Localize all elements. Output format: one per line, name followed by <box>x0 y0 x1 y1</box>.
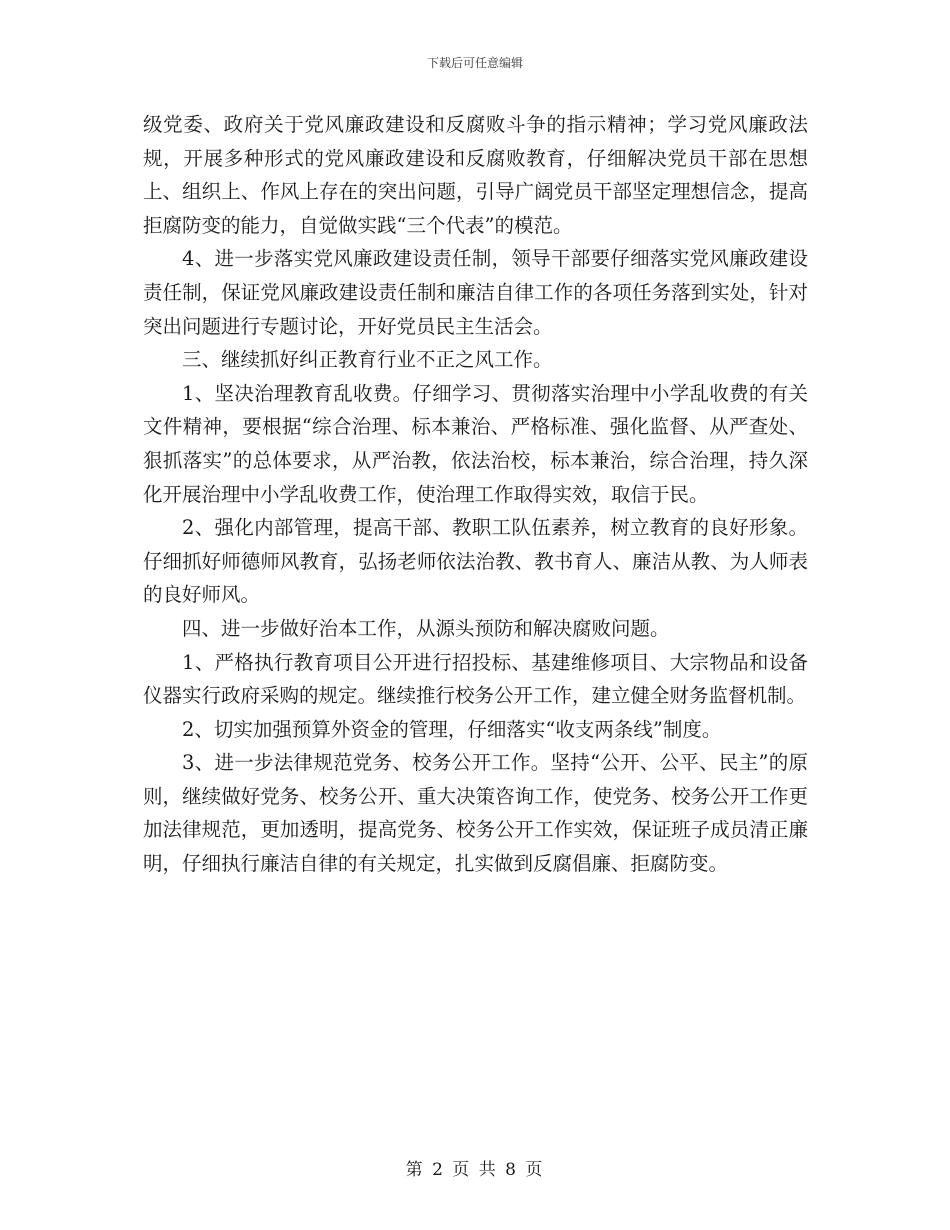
section-heading: 三、继续抓好纠正教育行业不正之风工作。 <box>182 348 553 372</box>
paragraph: 1、坚决治理教育乱收费。仔细学习、贯彻落实治理中小学乱收费的有关文件精神，要根据“综合治理、标本兼治、严格标准、强化监督、从严查处、狠抓落实”的总体要求，从严治教，依法治校，标本兼治，综合治理，持久深化开展治理中小学乱收费工作，使治理工作取得实效，取信于民。 <box>143 381 808 506</box>
document-body <box>143 108 808 881</box>
section-heading: 四、进一步做好治本工作，从源头预防和解决腐败问题。 <box>182 616 670 640</box>
paragraph: 4、进一步落实党风廉政建设责任制，领导干部要仔细落实党风廉政建设责任制，保证党风廉政建设责任制和廉洁自律工作的各项任务落到实处，针对突出问题进行专题讨论，开好党员民主生活会。 <box>143 247 808 338</box>
paragraph: 级党委、政府关于党风廉政建设和反腐败斗争的指示精神；学习党风廉政法规，开展多种形式的党风廉政建设和反腐败教育，仔细解决党员干部在思想上、组织上、作风上存在的突出问题，引导广阔党员干部坚定理想信念，提高拒腐防变的能力，自觉做实践“三个代表”的模范。 <box>143 113 808 237</box>
paragraph: 1、严格执行教育项目公开进行招投标、基建维修项目、大宗物品和设备仪器实行政府采购的规定。继续推行校务公开工作，建立健全财务监督机制。 <box>143 650 808 708</box>
paragraph: 3、进一步法律规范党务、校务公开工作。坚持“公开、公平、民主”的原则，继续做好党务、校务公开、重大决策咨询工作，使党务、校务公开工作更加法律规范，更加透明，提高党务、校务公开工作实效，保证班子成员清正廉明，仔细执行廉洁自律的有关规定，扎实做到反腐倡廉、拒腐防变。 <box>143 751 808 876</box>
paragraph: 2、强化内部管理，提高干部、教职工队伍素养，树立教育的良好形象。仔细抓好师德师风教育，弘扬老师依法治教、教书育人、廉洁从教、为人师表的良好师风。 <box>143 516 808 607</box>
paragraph: 2、切实加强预算外资金的管理，仔细落实“收支两条线”制度。 <box>182 717 722 741</box>
page-header: 下载后可任意编辑 <box>426 56 523 70</box>
page-number: 第 2 页 共 8 页 <box>405 1160 545 1180</box>
